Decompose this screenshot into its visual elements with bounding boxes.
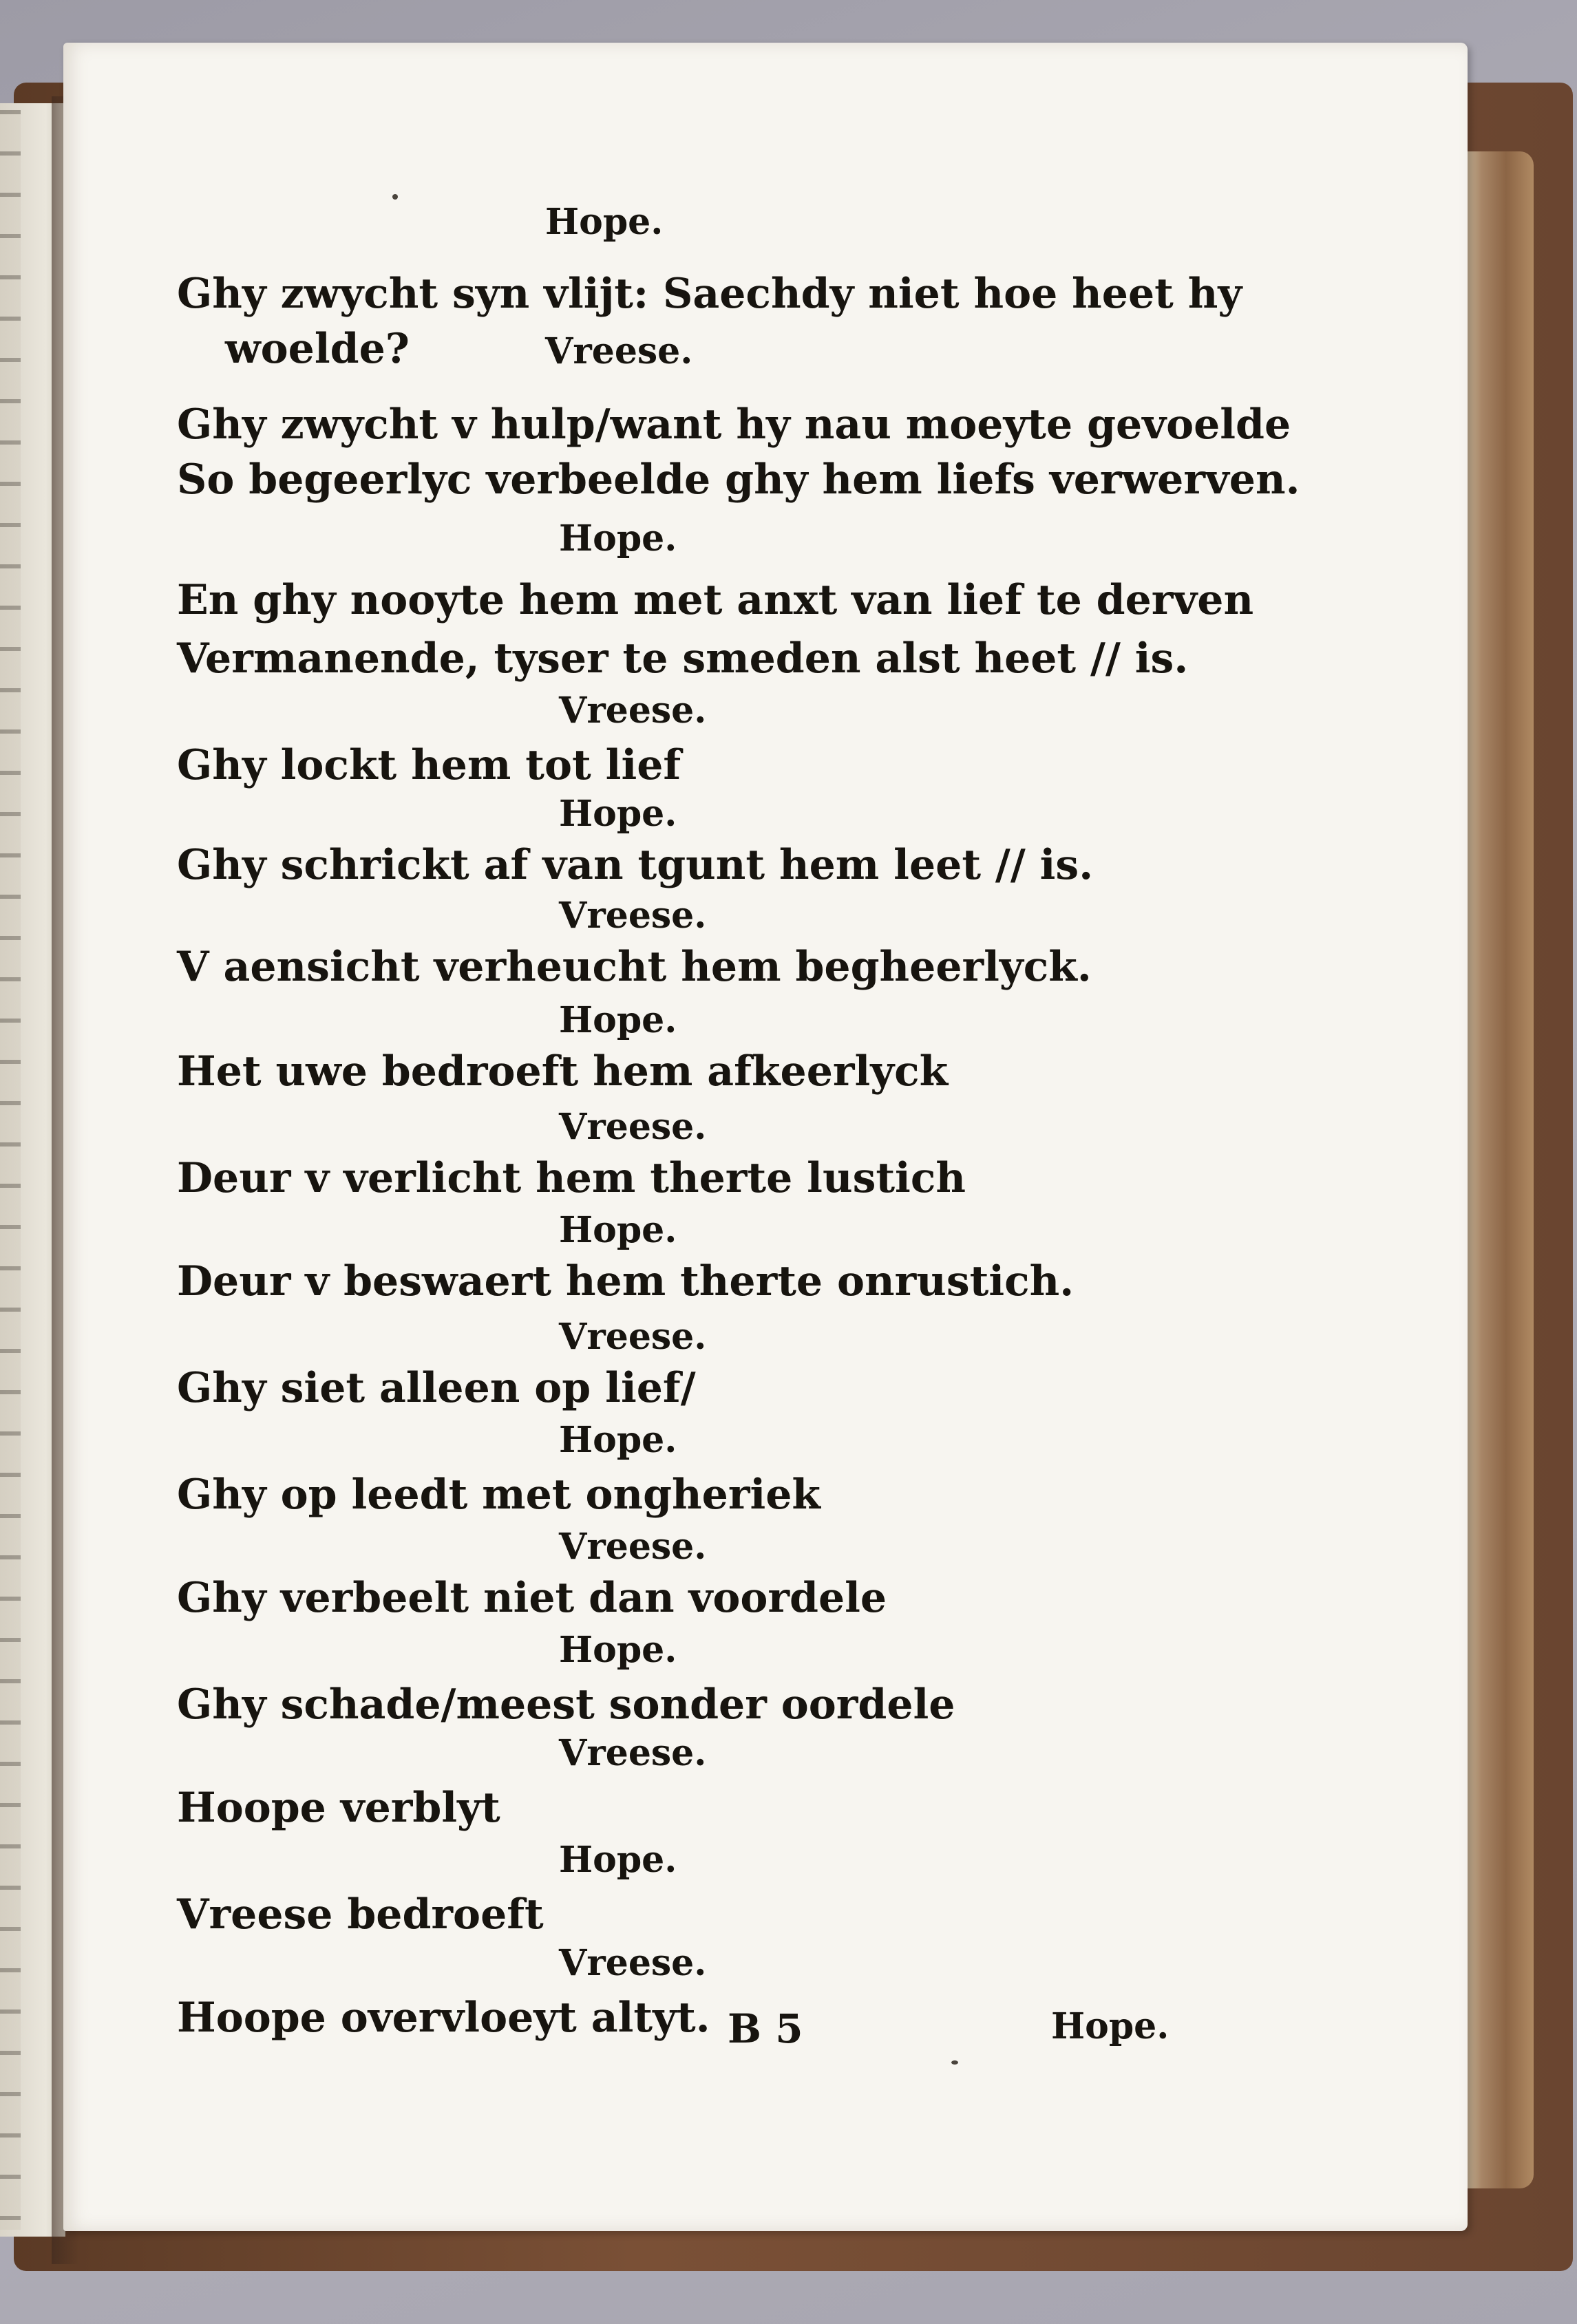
- verse-line: So begeerlyc verbeelde ghy hem liefs verwerven.: [177, 456, 1300, 504]
- speaker-label: Hope.: [559, 1209, 677, 1251]
- speaker-label: Hope.: [559, 1419, 677, 1461]
- verse-line: Ghy siet alleen op lief/: [177, 1364, 696, 1412]
- speaker-label: Hope.: [559, 1839, 677, 1881]
- ink-dot: [951, 2060, 958, 2065]
- speaker-label: Vreese.: [559, 1106, 707, 1148]
- verse-line: Vermanende, tyser te smeden alst heet // is.: [177, 635, 1189, 683]
- verse-line: Ghy verbeelt niet dan voordele: [177, 1574, 887, 1622]
- speaker-label: Hope.: [559, 518, 677, 559]
- page-signature: B 5: [728, 2005, 803, 2052]
- verse-line: V aensicht verheucht hem begheerlyck.: [177, 943, 1092, 991]
- verse-line: Hoope overvloeyt altyt.: [177, 1994, 710, 2042]
- verse-line: Ghy lockt hem tot lief: [177, 741, 681, 789]
- speaker-label: Hope.: [559, 1629, 677, 1671]
- speaker-label: Vreese.: [545, 330, 693, 372]
- verse-line: Deur v beswaert hem therte onrustich.: [177, 1257, 1075, 1305]
- verse-line-continuation: woelde?: [225, 325, 410, 373]
- speaker-label: Vreese.: [559, 1316, 707, 1358]
- verse-line: Deur v verlicht hem therte lustich: [177, 1154, 966, 1202]
- speaker-label: Vreese.: [559, 895, 707, 937]
- verse-line: En ghy nooyte hem met anxt van lief te derven: [177, 576, 1254, 624]
- speaker-label: Vreese.: [559, 690, 707, 732]
- verse-line: Ghy zwycht v hulp/want hy nau moeyte gevoelde: [177, 401, 1291, 449]
- left-page-edge: [0, 110, 21, 2230]
- page-edges: [1465, 151, 1534, 2188]
- verse-line: Vreese bedroeft: [177, 1890, 544, 1939]
- catchword: Hope.: [1051, 2005, 1169, 2047]
- speaker-label: Vreese.: [559, 1942, 707, 1984]
- running-header: Hope.: [545, 201, 664, 243]
- speaker-label: Hope.: [559, 793, 677, 835]
- verse-line: Ghy schrickt af van tgunt hem leet // is.: [177, 841, 1094, 889]
- speaker-label: Hope.: [559, 999, 677, 1041]
- speaker-label: Vreese.: [559, 1732, 707, 1774]
- verse-line: Ghy zwycht syn vlijt: Saechdy niet hoe heet hy: [177, 270, 1242, 318]
- verse-line: Hoope verblyt: [177, 1784, 500, 1832]
- speaker-label: Vreese.: [559, 1526, 707, 1568]
- verse-line: Het uwe bedroeft hem afkeerlyck: [177, 1047, 949, 1096]
- verse-line: Ghy op leedt met ongheriek: [177, 1471, 821, 1519]
- printed-page: [63, 43, 1468, 2231]
- ink-dot: [392, 194, 398, 200]
- verse-line: Ghy schade/meest sonder oordele: [177, 1681, 955, 1729]
